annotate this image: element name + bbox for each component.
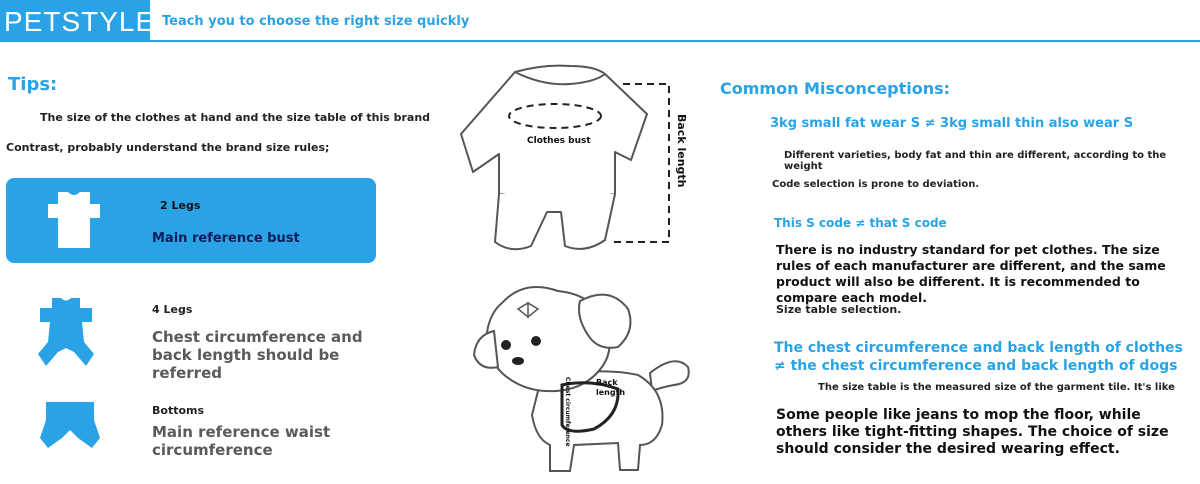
bottoms-label: Bottoms	[152, 404, 205, 417]
two-legs-card	[6, 178, 376, 263]
misconception-1-title: 3kg small fat wear S ≠ 3kg small thin also wear S	[770, 116, 1134, 131]
misconception-2-text-1: There is no industry standard for pet clothes. The size rules of each manufacturer are different, and the same product will also be different. It is recommended to compare each model.	[776, 242, 1166, 305]
two-legs-label: 2 Legs	[160, 199, 201, 212]
misconception-3-title: The chest circumference and back length of clothes ≠ the chest circumference and back length of dogs	[774, 340, 1183, 374]
misconception-3-text-2: Some people like jeans to mop the floor, while others like tight-fitting shapes. The choice of size should consider the desired wearing effect.	[776, 407, 1169, 457]
tagline: Teach you to choose the right size quickly	[162, 14, 470, 29]
two-legs-description: Main reference bust	[152, 231, 300, 246]
header-divider	[150, 40, 1200, 42]
clothing-measure-illustration	[455, 62, 695, 267]
four-legs-label: 4 Legs	[152, 303, 193, 316]
brand-banner	[0, 0, 156, 42]
tips-line-1: The size of the clothes at hand and the size table of this brand	[40, 111, 431, 124]
back-length-label: Back length	[675, 114, 688, 188]
misconceptions-title: Common Misconceptions:	[720, 79, 951, 98]
dog-measure-illustration	[470, 275, 700, 480]
four-legs-description: Chest circumference and back length should be referred	[152, 328, 363, 382]
misconception-2-title: This S code ≠ that S code	[774, 216, 947, 230]
brand-logo-text: PETSTYLE	[4, 6, 156, 37]
shirt-icon	[44, 190, 104, 256]
misconception-2-text-2: Size table selection.	[776, 303, 902, 316]
misconception-3-text-1: The size table is the measured size of the garment tile. It's like	[818, 382, 1175, 393]
tips-line-2: Contrast, probably understand the brand size rules;	[6, 141, 330, 154]
misconception-1-text-2: Code selection is prone to deviation.	[772, 179, 980, 190]
misconception-1-text-1: Different varieties, body fat and thin are different, according to the weight	[784, 150, 1167, 172]
pants-icon	[40, 400, 100, 454]
jumpsuit-icon	[36, 296, 96, 372]
clothes-bust-label: Clothes bust	[527, 136, 591, 146]
dog-back-length-label: Back	[596, 378, 618, 387]
chest-circumference-label: Chest circumference	[564, 377, 571, 447]
tips-title: Tips:	[8, 74, 58, 95]
bottoms-description: Main reference waist circumference	[152, 423, 331, 459]
dog-back-length-label-2: length	[596, 388, 626, 397]
